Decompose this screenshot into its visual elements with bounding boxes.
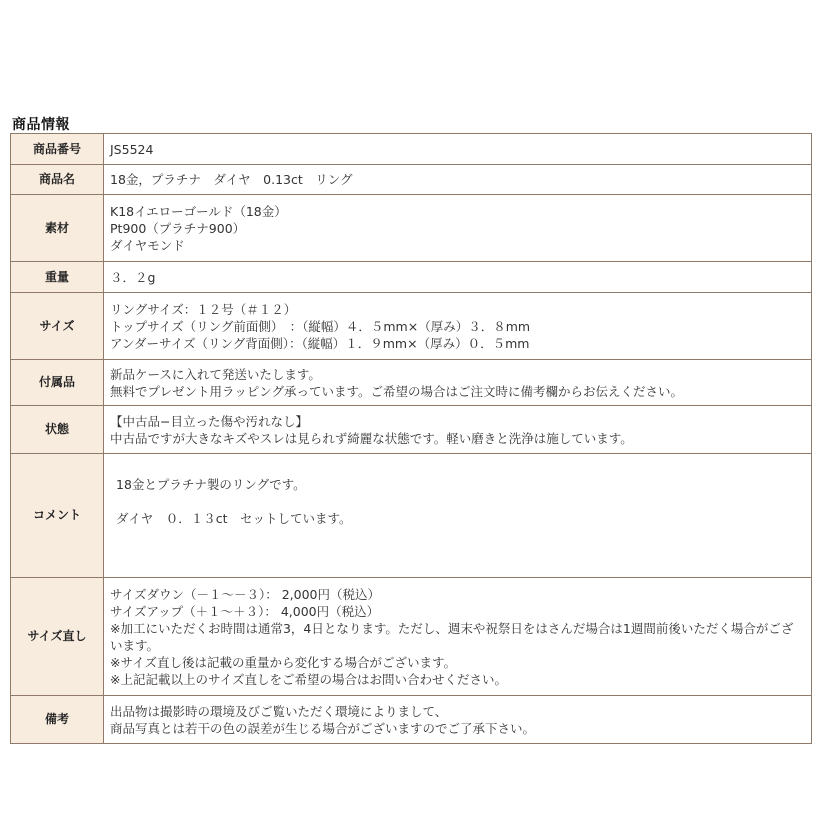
row-value	[104, 262, 812, 293]
row-label: 素材	[11, 195, 104, 262]
size-line: アンダーサイズ（リング背面側）：（縦幅）１．９mm×（厚み）０．５mm	[110, 335, 530, 351]
row-value	[104, 293, 812, 360]
row-value	[104, 195, 812, 262]
resize-line: サイズアップ（＋１～＋３）： 4,000円（税込）	[110, 603, 380, 619]
row-value	[104, 578, 812, 696]
table-row-accessories	[11, 360, 812, 406]
row-value	[104, 454, 812, 578]
table-row-remarks	[11, 696, 812, 744]
row-label: 備考	[11, 696, 104, 744]
product-number: JS5524	[110, 141, 154, 157]
accessories-line: 無料でプレゼント用ラッピング承っています。ご希望の場合はご注文時に備考欄からお伝えください。	[110, 383, 684, 399]
table-row-condition	[11, 406, 812, 454]
product-name: 18金，プラチナ ダイヤ 0.13ct リング	[110, 172, 353, 187]
product-info-table	[10, 133, 812, 744]
table-row-weight	[11, 262, 812, 293]
row-value	[104, 360, 812, 406]
row-label: サイズ	[11, 293, 104, 360]
table-row-material	[11, 195, 812, 262]
remarks-line: 出品物は撮影時の環境及びご覧いただく環境によりまして、	[110, 703, 448, 719]
row-value	[104, 406, 812, 454]
table-row-product-name	[11, 165, 812, 195]
row-value	[104, 134, 812, 165]
row-label: 状態	[11, 406, 104, 454]
condition-line: 中古品ですが大きなキズやスレは見られず綺麗な状態です。軽い磨きと洗浄は施しています。	[110, 430, 633, 446]
row-value	[104, 165, 812, 195]
material-line: Pt900（プラチナ900）	[110, 220, 246, 236]
table-row-comment	[11, 454, 812, 578]
table-row-resize	[11, 578, 812, 696]
material-line: ダイヤモンド	[110, 237, 185, 253]
size-line: トップサイズ（リング前面側） ：（縦幅）４．５mm×（厚み）３．８mm	[110, 318, 531, 334]
section-title: 商品情報	[12, 117, 70, 133]
comment-line: 18金とプラチナ製のリングです。	[116, 477, 306, 492]
resize-line: ※サイズ直し後は記載の重量から変化する場合がございます。	[110, 654, 456, 670]
weight-value: ３．２g	[110, 269, 156, 285]
comment-line: ダイヤ ０．１３ct セットしています。	[116, 511, 352, 526]
material-line: K18イエローゴールド（18金）	[110, 203, 287, 219]
table-row-product-number	[11, 134, 812, 165]
accessories-line: 新品ケースに入れて発送いたします。	[110, 366, 321, 382]
row-label: サイズ直し	[11, 578, 104, 696]
resize-line: サイズダウン（－１～－３）： 2,000円（税込）	[110, 586, 381, 602]
resize-line: ※加工にいただくお時間は通常3，4日となります。ただし、週末や祝祭日をはさんだ場合は1週間前後いただく場合がございます。	[110, 620, 794, 653]
table-row-size	[11, 293, 812, 360]
row-value	[104, 696, 812, 744]
remarks-line: 商品写真とは若干の色の誤差が生じる場合がございますのでご了承下さい。	[110, 720, 536, 736]
row-label: 付属品	[11, 360, 104, 406]
row-label: コメント	[11, 454, 104, 578]
row-label: 商品番号	[11, 134, 104, 165]
size-line: リングサイズ：１２号（＃１２）	[110, 301, 297, 317]
condition-line: 【中古品−目立った傷や汚れなし】	[110, 413, 308, 429]
row-label: 重量	[11, 262, 104, 293]
row-label: 商品名	[11, 165, 104, 195]
resize-line: ※上記記載以上のサイズ直しをご希望の場合はお問い合わせください。	[110, 671, 507, 687]
